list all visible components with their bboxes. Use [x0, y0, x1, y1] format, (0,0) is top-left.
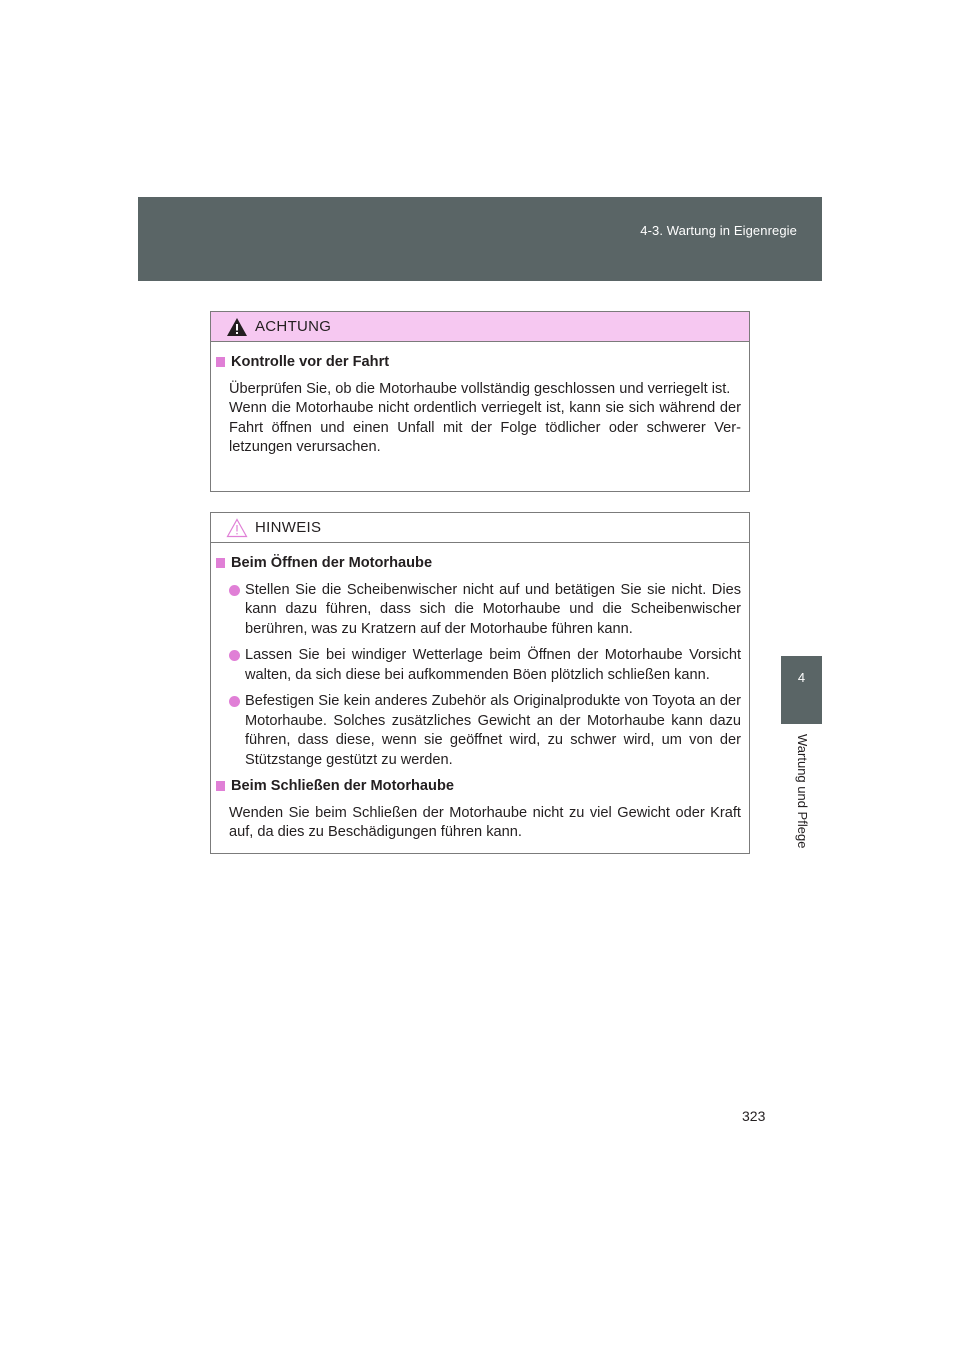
notice-heading-text: Beim Schließen der Motorhaube	[231, 778, 454, 794]
chapter-tab	[781, 656, 822, 724]
notice-box-header	[211, 513, 749, 543]
warning-title: ACHTUNG	[255, 318, 332, 335]
square-bullet-icon	[216, 357, 225, 367]
caution-triangle-outline-icon	[226, 518, 248, 538]
round-bullet-icon	[229, 696, 240, 707]
chapter-number: 4	[797, 670, 806, 685]
page-number: 323	[742, 1108, 766, 1124]
list-item-text: Befestigen Sie kein anderes Zubehör als Originalprodukte von Toyota an der Motorhaube. Solches zusätzliches Gewicht an der Motorhaube kann dazu führen, dass diese, wenn sie geöffnet wird, zu schwer wird, um von der Stützstange gestützt zu werden.	[245, 693, 741, 768]
notice-paragraph: Wenden Sie beim Schließen der Motorhaube nicht zu viel Gewicht oder Kraft auf, da dies zu Beschädigungen führen kann.	[229, 804, 741, 840]
warning-heading-text: Kontrolle vor der Fahrt	[231, 354, 390, 370]
notice-bullet-list	[229, 581, 741, 771]
notice-box	[210, 512, 750, 854]
warning-triangle-icon	[226, 317, 248, 337]
notice-heading-text: Beim Öffnen der Motorhaube	[231, 555, 433, 571]
warning-paragraph: Überprüfen Sie, ob die Motorhaube vollständig geschlossen und verriegelt ist.	[229, 380, 731, 397]
warning-box-header	[211, 312, 749, 342]
warning-body	[211, 342, 749, 458]
round-bullet-icon	[229, 650, 240, 661]
round-bullet-icon	[229, 585, 240, 596]
square-bullet-icon	[216, 558, 225, 568]
notice-body	[211, 543, 749, 843]
list-item	[229, 581, 741, 640]
header-band	[138, 197, 822, 281]
notice-title: HINWEIS	[255, 519, 322, 536]
list-item	[229, 646, 741, 685]
notice-heading	[215, 554, 741, 574]
warning-heading	[215, 353, 741, 373]
list-item-text: Stellen Sie die Scheibenwischer nicht auf und betätigen Sie sie nicht. Dies kann dazu führen, dass sich die Motorhaube und die Scheibenwischer berühren, was zu Kratzern auf der Motorhaube führen kann.	[245, 581, 741, 637]
section-title: 4-3. Wartung in Eigenregie	[640, 223, 797, 238]
warning-paragraph: Wenn die Motorhaube nicht ordentlich verriegelt ist, kann sie sich während der Fahrt öffnen und einen Unfall mit der Folge tödlicher oder schwerer Ver-letzungen verursachen.	[229, 400, 741, 455]
notice-heading	[215, 777, 741, 797]
square-bullet-icon	[216, 781, 225, 791]
chapter-label: Wartung und Pflege	[795, 734, 810, 849]
list-item	[229, 692, 741, 770]
list-item-text: Lassen Sie bei windiger Wetterlage beim Öffnen der Motorhaube Vorsicht walten, da sich diese bei aufkommenden Böen plötzlich schließen kann.	[245, 647, 741, 683]
warning-box	[210, 311, 750, 492]
